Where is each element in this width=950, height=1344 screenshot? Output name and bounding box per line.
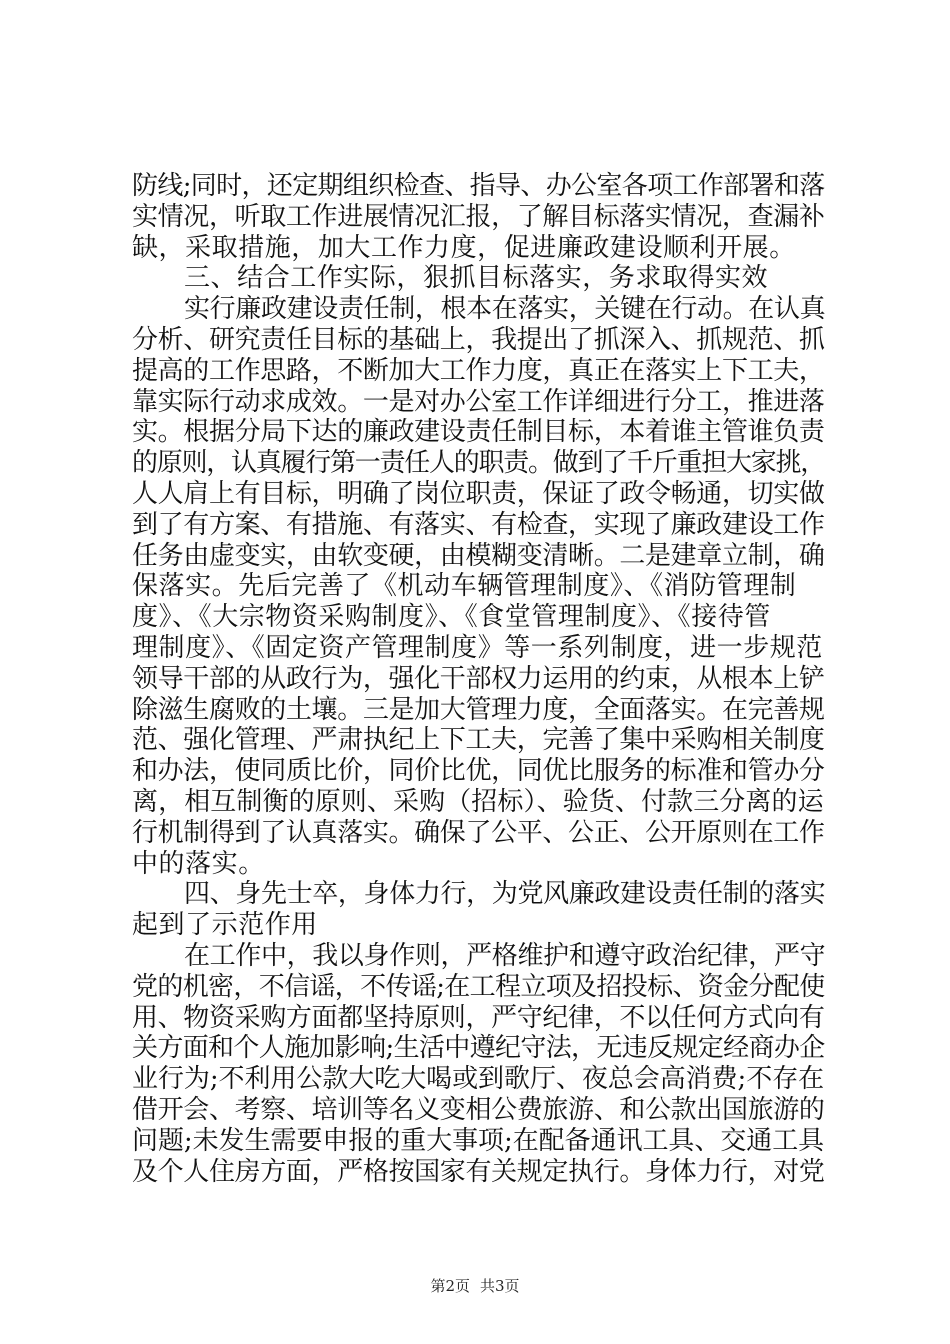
text-line: 实。根据分局下达的廉政建设责任制目标，本着谁主管谁负责 (132, 417, 825, 448)
text-line: 靠实际行动求成效。一是对办公室工作详细进行分工，推进落 (132, 386, 825, 417)
text-line: 除滋生腐败的土壤。三是加大管理力度，全面落实。在完善规 (132, 694, 825, 725)
text-line: 四、身先士卒，身体力行，为党风廉政建设责任制的落实 (184, 879, 826, 910)
page-total: 共3页 (480, 1277, 520, 1295)
text-line: 提高的工作思路，不断加大工作力度，真正在落实上下工夫， (132, 355, 825, 386)
text-line: 缺，采取措施，加大工作力度，促进廉政建设顺利开展。 (132, 232, 796, 263)
page-footer (0, 1276, 950, 1296)
text-line: 实情况，听取工作进展情况汇报，了解目标落实情况，查漏补 (132, 201, 825, 232)
text-line: 实行廉政建设责任制，根本在落实，关键在行动。在认真 (184, 294, 826, 325)
text-line: 党的机密，不信谣，不传谣;在工程立项及招投标、资金分配使 (132, 971, 825, 1002)
text-line: 问题;未发生需要申报的重大事项;在配备通讯工具、交通工具 (132, 1125, 825, 1156)
text-line: 在工作中，我以身作则，严格维护和遵守政治纪律，严守 (184, 940, 826, 971)
text-line: 分析、研究责任目标的基础上，我提出了抓深入、抓规范、抓 (132, 324, 825, 355)
text-line: 到了有方案、有措施、有落实、有检查，实现了廉政建设工作 (132, 509, 825, 540)
text-line: 借开会、考察、培训等名义变相公费旅游、和公款出国旅游的 (132, 1094, 825, 1125)
text-line: 度》、《大宗物资采购制度》、《食堂管理制度》、《接待管 (132, 602, 771, 633)
text-line: 三、结合工作实际，狠抓目标落实，务求取得实效 (184, 263, 769, 294)
text-line: 行机制得到了认真落实。确保了公平、公正、公开原则在工作 (132, 817, 825, 848)
text-line: 起到了示范作用 (132, 910, 318, 941)
text-line: 用、物资采购方面都坚持原则，严守纪律，不以任何方式向有 (132, 1002, 825, 1033)
text-line: 关方面和个人施加影响;生活中遵纪守法，无违反规定经商办企 (132, 1033, 825, 1064)
text-line: 及个人住房方面，严格按国家有关规定执行。身体力行，对党 (132, 1156, 825, 1187)
text-line: 理制度》、《固定资产管理制度》等一系列制度，进一步规范 (132, 632, 823, 663)
text-line: 中的落实。 (132, 848, 265, 879)
text-line: 保落实。先后完善了《机动车辆管理制度》、《消防管理制 (132, 571, 797, 602)
page-number: 第2页 (430, 1277, 470, 1295)
text-line: 的原则，认真履行第一责任人的职责。做到了千斤重担大家挑， (132, 448, 826, 479)
text-line: 人人肩上有目标，明确了岗位职责，保证了政令畅通，切实做 (132, 478, 825, 509)
text-line: 任务由虚变实，由软变硬，由模糊变清晰。二是建章立制，确 (132, 540, 825, 571)
text-line: 防线;同时，还定期组织检查、指导、办公室各项工作部署和落 (132, 171, 825, 201)
text-line: 离，相互制衡的原则、采购（招标）、验货、付款三分离的运 (132, 786, 824, 817)
text-line: 和办法，使同质比价，同价比优，同优比服务的标准和管办分 (132, 756, 825, 787)
text-line: 范、强化管理、严肃执纪上下工夫，完善了集中采购相关制度 (132, 725, 825, 756)
text-line: 业行为;不利用公款大吃大喝或到歌厅、夜总会高消费;不存在 (132, 1064, 825, 1095)
document-body (132, 171, 826, 1187)
text-line: 领导干部的从政行为，强化干部权力运用的约束，从根本上铲 (132, 663, 825, 694)
